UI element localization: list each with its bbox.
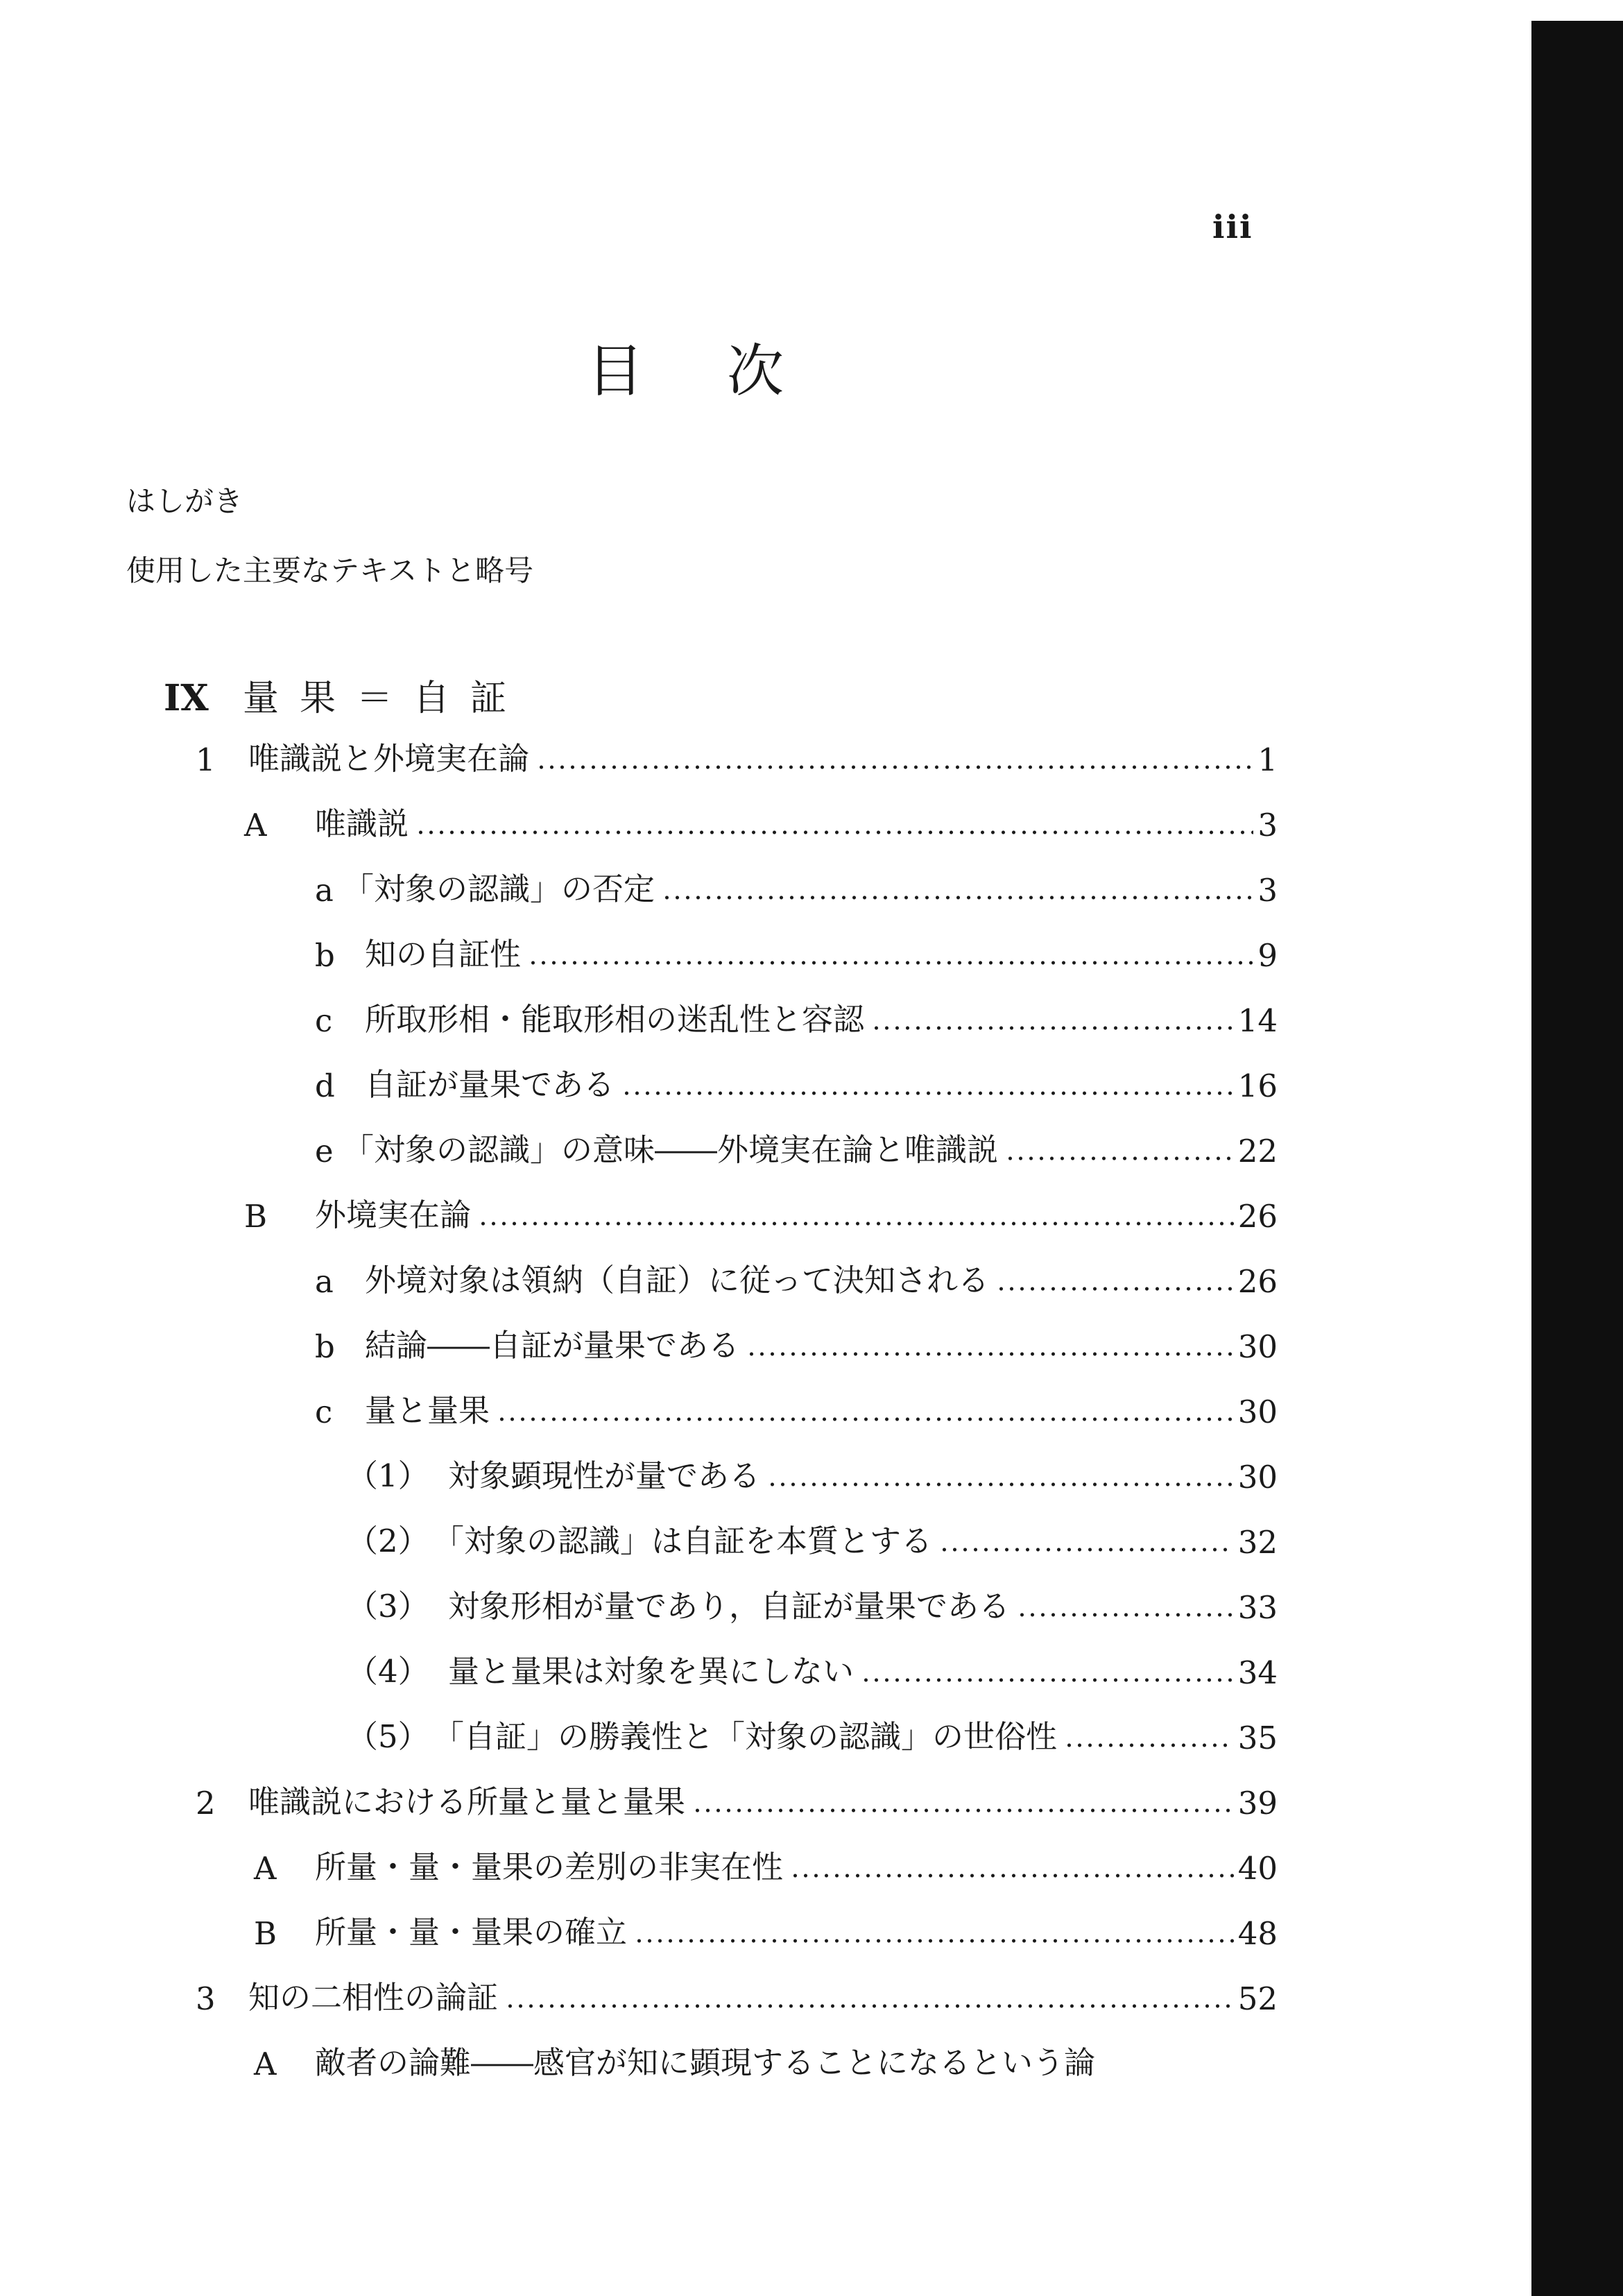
toc-entry-title: 「対象の認識」は自証を本質とする [433,1523,933,1559]
toc-entry-label: a [315,1263,334,1300]
toc-entry [347,1519,1278,1561]
toc-entry-title: 外境実在論 [315,1197,472,1233]
toc-entry [315,997,1278,1039]
toc-entry-title: 敵者の論難――感官が知に顕現することになるという論 [315,2044,1096,2081]
toc-entry-title: 所量・量・量果の確立 [315,1914,628,1951]
toc-entry-title: 自証が量果である [365,1066,615,1103]
toc-entry-page: 40 [1237,1850,1278,1887]
toc-leader-dots [871,1025,1234,1031]
toc-entry-page: 1 [1257,742,1278,778]
toc-entry-label: b [315,937,335,974]
toc-entry [347,1584,1278,1626]
toc-leader-dots [505,2003,1234,2009]
toc-entry-page: 3 [1257,807,1278,843]
toc-entry-page: 26 [1237,1198,1278,1235]
toc-entry-page: 32 [1237,1524,1278,1561]
toc-entry-label: B [254,1915,277,1952]
toc-entry-title: 外境対象は領納（自証）に従って決知される [365,1262,990,1299]
toc-leader-dots [692,1808,1234,1813]
toc-entry [244,802,1278,843]
toc-entry [244,1193,1278,1235]
chapter-title: 量果＝自証 [243,678,528,719]
toc-leader-dots [497,1416,1234,1422]
toc-entry-title: 「対象の認識」の意味――外境実在論と唯識説 [343,1131,999,1168]
toc-leader-dots [1064,1742,1234,1748]
toc-entry-title: 唯識説における所量と量と量果 [248,1783,686,1820]
toc-entry-page: 26 [1237,1263,1278,1300]
toc-leader-dots [528,960,1253,966]
toc-entry-title: 対象形相が量であり，自証が量果である [448,1588,1011,1625]
toc-leader-dots [415,830,1253,835]
toc-entry-label: B [244,1198,268,1235]
page-number: iii [1212,208,1253,246]
toc-entry-label: （4） [347,1653,429,1690]
toc-leader-dots [621,1090,1234,1096]
toc-entry-title: 「対象の認識」の否定 [343,871,655,907]
toc-entry [196,1780,1278,1822]
toc-entry-label: b [315,1328,335,1365]
chapter-number: IX [164,677,209,719]
toc-entry-page: 35 [1237,1720,1278,1756]
toc-entry-label: a [315,872,334,909]
toc-entry-page: 34 [1237,1654,1278,1691]
toc-entry-page: 39 [1237,1785,1278,1822]
toc-entry [315,1389,1278,1430]
toc-entry-page: 22 [1237,1133,1278,1170]
toc-leader-dots [1017,1612,1234,1618]
toc-entry [315,1128,1278,1170]
toc-entry-label: A [244,807,267,843]
toc-leader-dots [634,1938,1234,1944]
toc-entry-page: 3 [1257,872,1278,909]
toc-entry [347,1715,1278,1756]
toc-entry-title: 唯識説と外境実在論 [248,740,530,777]
toc-entry-title: 所量・量・量果の差別の非実在性 [315,1849,784,1885]
toc-entry [315,1063,1278,1104]
toc-entry-label: A [254,2046,277,2082]
toc-entry-page: 30 [1237,1459,1278,1496]
toc-entry [347,1650,1278,1691]
toc-entry-page: 14 [1237,1002,1278,1039]
toc-leader-dots [861,1677,1234,1683]
toc-entry [196,1976,1278,2017]
toc-entry-title: 知の自証性 [365,936,522,973]
toc-entry-label: （5） [347,1718,429,1755]
toc-entry-label: （3） [347,1588,429,1625]
toc-entry-label: （2） [347,1523,429,1559]
toc-entry-title: 所取形相・能取形相の迷乱性と容認 [365,1001,865,1038]
toc-entry [315,867,1278,909]
toc-entry-title: 知の二相性の論証 [248,1979,499,2016]
toc-entry-title: 量と量果は対象を異にしない [448,1653,855,1690]
toc-entry [254,1910,1278,1952]
toc-entry-title: 唯識説 [315,805,409,842]
toc-entry-page: 52 [1237,1980,1278,2017]
toc-entry-label: 2 [196,1785,216,1822]
front-matter-abbreviations: 使用した主要なテキストと略号 [126,554,534,588]
toc-entry [315,932,1278,974]
front-matter-preface: はしがき [126,484,243,518]
toc-entry-label: c [315,1002,333,1039]
toc-entry-page: 30 [1237,1394,1278,1430]
toc-leader-dots [996,1286,1234,1292]
toc-leader-dots [939,1547,1234,1552]
chapter-heading [164,669,527,721]
toc-leader-dots [746,1351,1234,1357]
toc-entry-page: 30 [1237,1328,1278,1365]
toc-entry [254,2041,1278,2082]
toc-entry [196,737,1278,778]
toc-leader-dots [662,895,1253,900]
toc-entry-label: d [315,1068,335,1104]
toc-leader-dots [790,1873,1234,1878]
toc-entry [315,1323,1278,1365]
toc-leader-dots [1005,1156,1234,1161]
toc-entry-page: 16 [1237,1068,1278,1104]
toc-entry [254,1845,1278,1887]
toc-entry-title: 「自証」の勝義性と「対象の認識」の世俗性 [433,1718,1058,1755]
toc-leader-dots [478,1221,1234,1226]
toc-entry-label: （1） [347,1457,429,1494]
toc-entry-label: c [315,1394,333,1430]
toc-entry [347,1454,1278,1496]
toc-entry-title: 結論――自証が量果である [365,1327,740,1364]
page-title: 目次 [587,339,868,404]
toc-leader-dots [536,764,1253,770]
scan-edge-bar [1531,21,1623,2296]
toc-entry-page: 33 [1237,1589,1278,1626]
toc-entry [315,1258,1278,1300]
toc-entry-page: 48 [1237,1915,1278,1952]
toc-entry-title: 量と量果 [365,1392,490,1429]
toc-entry-label: 1 [196,742,216,778]
toc-entry-label: 3 [196,1980,216,2017]
toc-entry-label: A [254,1850,277,1887]
toc-entry-page: 9 [1257,937,1278,974]
toc-entry-title: 対象顕現性が量である [448,1457,761,1494]
toc-entry-label: e [315,1133,334,1170]
toc-leader-dots [767,1482,1234,1487]
